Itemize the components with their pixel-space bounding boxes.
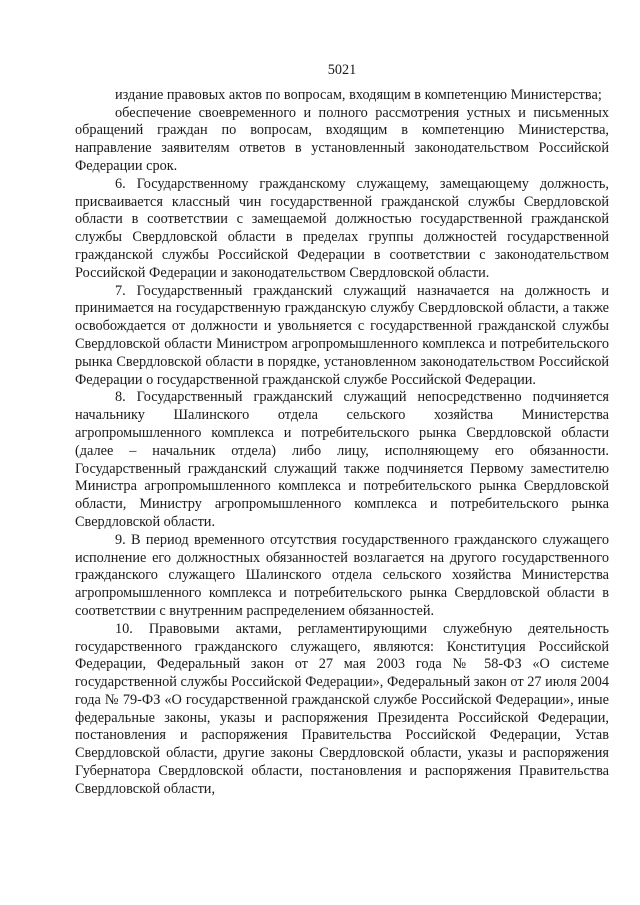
paragraph-citizen-appeals: обеспечение своевременного и полного рассмотрения устных и письменных обращений граждан по вопросам, входящим в компетенцию Министерства, направление заявителям ответов в установленный законодательством Российской Федерации срок. bbox=[75, 104, 609, 174]
paragraph-7-appointment: 7. Государственный гражданский служащий назначается на должность и принимается на государственную гражданскую службу Свердловской области, а также освобождается от должности и увольняется с государственной гражданской службы Свердловской области Министром агропромышленного комплекса и потребительского рынка Свердловской области в порядке, установленном законодательством Российской Федерации о государственной гражданской службе Российской Федерации. bbox=[75, 282, 609, 388]
document-page bbox=[75, 62, 609, 799]
paragraph-legal-acts-issuance: издание правовых актов по вопросам, входящим в компетенцию Министерства; bbox=[115, 86, 602, 103]
page-number: 5021 bbox=[327, 62, 357, 78]
paragraph-6-class-rank: 6. Государственному гражданскому служащему, замещающему должность, присваивается классный чин государственной гражданской службы Свердловской области в соответствии с замещаемой должностью государственной гражданской службы Свердловской области в пределах группы должностей государственной гражданской службы Российской Федерации в соответствии с законодательством Российской Федерации и законодательством Свердловской области. bbox=[75, 175, 609, 281]
paragraph-10-legal-acts: 10. Правовыми актами, регламентирующими служебную деятельность государственного гражданского служащего, являются: Конституция Российской Федерации, Федеральный закон от 27 мая 2003 года № 58-ФЗ «О системе государственной службы Российской Федерации», Федеральный закон от 27 июля 2004 года № 79-ФЗ «О государственной гражданской службе Российской Федерации», иные федеральные законы, указы и распоряжения Президента Российской Федерации, постановления и распоряжения Правительства Российской Федерации, Устав Свердловской области, другие законы Свердловской области, указы и распоряжения Губернатора Свердловской области, постановления и распоряжения Правительства Свердловской области, bbox=[75, 620, 609, 797]
paragraph-9-temporary-absence: 9. В период временного отсутствия государственного гражданского служащего исполнение его должностных обязанностей возлагается на другого государственного гражданского служащего Шалинского отдела сельского хозяйства Министерства агропромышленного комплекса и потребительского рынка Свердловской области в соответствии с внутренним распределением обязанностей. bbox=[75, 531, 609, 619]
paragraph-8-subordination: 8. Государственный гражданский служащий непосредственно подчиняется начальнику Шалинского отдела сельского хозяйства Министерства агропромышленного комплекса и потребительского рынка Свердловской области (далее – начальник отдела) либо лицу, исполняющему его обязанности. Государственный гражданский служащий также подчиняется Первому заместителю Министра агропромышленного комплекса и потребительского рынка Свердловской области, Министру агропромышленного комплекса и потребительского рынка Свердловской области. bbox=[75, 389, 609, 530]
